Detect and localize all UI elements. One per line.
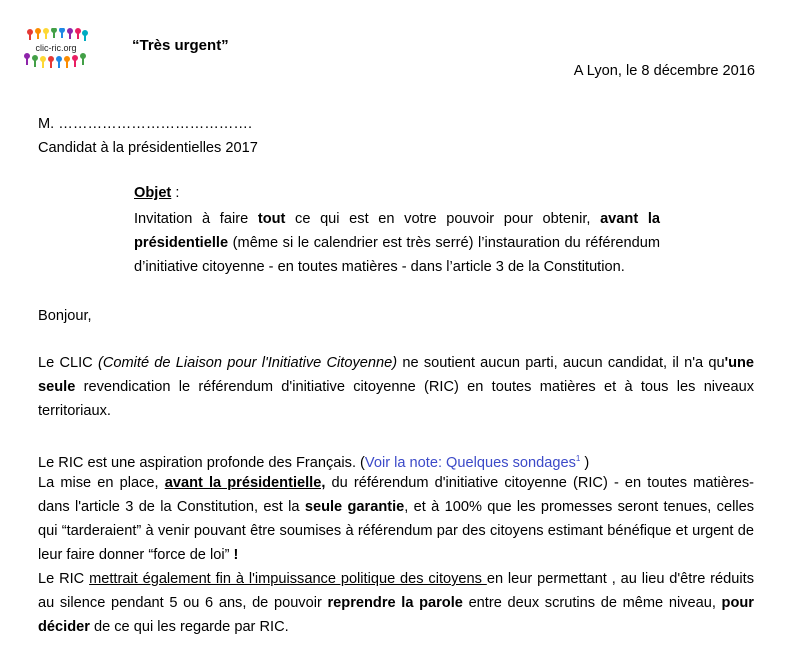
place-date: A Lyon, le 8 décembre 2016	[573, 63, 755, 79]
urgent-label: “Très urgent”	[132, 37, 229, 54]
logo-figures-icon	[22, 28, 90, 70]
object-label: Objet :	[134, 185, 180, 201]
recipient-title: Candidat à la présidentielles 2017	[38, 140, 258, 156]
greeting: Bonjour,	[38, 308, 92, 324]
paragraph-clic: Le CLIC (Comité de Liaison pour l'Initiative Citoyenne) ne soutient aucun parti, aucun candidat, il n'a qu'une seule revendication le référendum d'initiative citoyenne (RIC) en toutes matières et à tous les niveaux territoriaux.	[38, 355, 755, 419]
logo-text: clic-ric.org	[35, 43, 77, 53]
footnote-ref[interactable]: 1	[575, 454, 581, 463]
paragraph-ric-aspiration: Le RIC est une aspiration profonde des Français. (Voir la note: Quelques sondages$^1$ )	[38, 454, 590, 471]
object-text: Invitation à faire tout ce qui est en votre pouvoir pour obtenir, avant la présidentielle (même si le calendrier est très serré) l’instauration du référendum d’initiative citoyenne - en toutes matières - dans l’article 3 de la Constitution.	[134, 211, 660, 275]
paragraph-impotence: Le RIC mettrait également fin à l'impuissance politique des citoyens en leur permettant , au lieu d'être réduits au silence pendant 5 ou 6 ans, de pouvoir reprendre la parole entre deux scrutins de même niveau, pour décider de ce qui les regarde par RIC.	[38, 571, 754, 635]
clic-ric-logo	[22, 28, 90, 70]
recipient-name: M. ………………………………….	[38, 116, 253, 132]
polls-note-link[interactable]: Voir la note: Quelques sondages	[364, 454, 576, 471]
paragraph-guarantee: La mise en place, avant la présidentielle, du référendum d'initiative citoyenne (RIC) - en toutes matières- dans l'article 3 de la Constitution, est la seule garantie, et à 100% que les promesses seront tenues, celles qui “tarderaient” à venir pouvant être soumises à référendum par des citoyens estimant bénéfique et urgent de leur faire donner “force de loi” !	[38, 475, 754, 563]
